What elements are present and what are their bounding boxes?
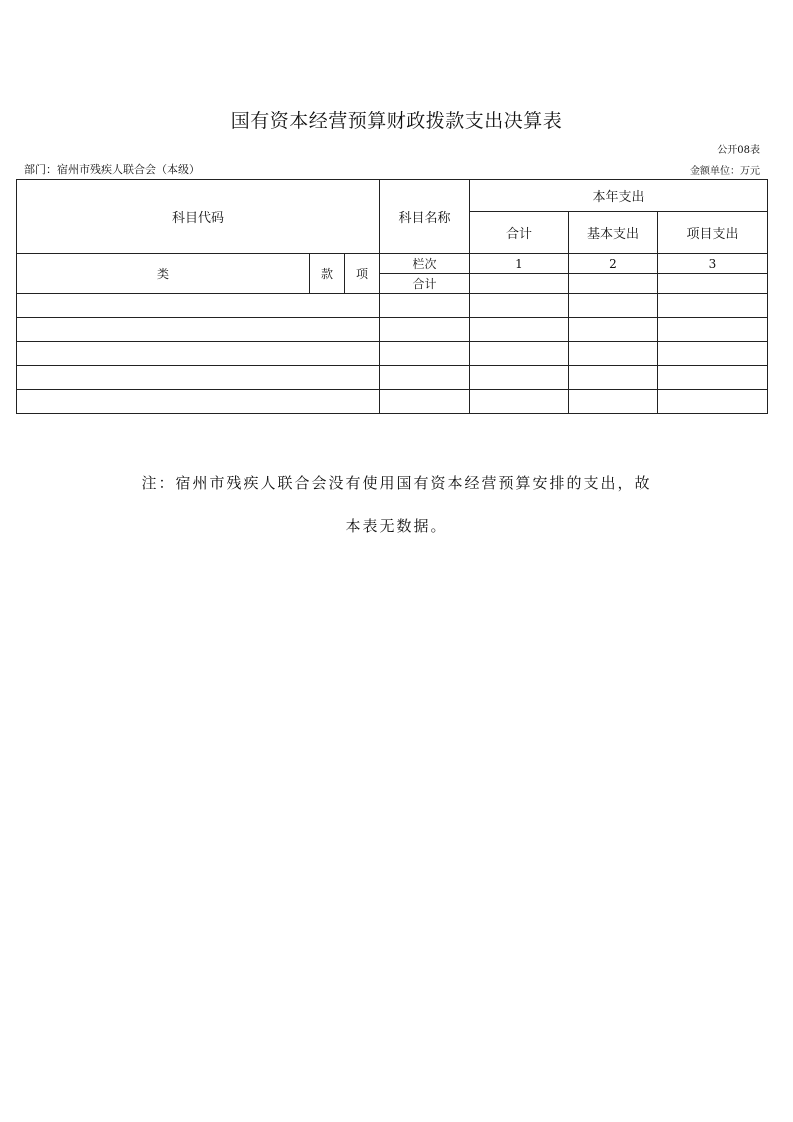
column-number-3: 3 — [658, 254, 768, 274]
cell-basic — [569, 366, 658, 390]
header-total: 合计 — [470, 212, 569, 254]
department-label: 部门：宿州市残疾人联合会（本级） — [24, 163, 200, 176]
form-number: 公开08表 — [717, 145, 760, 156]
column-number-2: 2 — [569, 254, 658, 274]
cell-code — [17, 294, 380, 318]
header-kuan: 款 — [310, 254, 345, 294]
total-row-project — [658, 274, 768, 294]
cell-name — [380, 390, 470, 414]
expenditure-table — [16, 179, 768, 414]
amount-unit-label: 金额单位：万元 — [690, 166, 760, 177]
cell-total — [470, 390, 569, 414]
cell-project — [658, 294, 768, 318]
page-title: 国有资本经营预算财政拨款支出决算表 — [230, 110, 563, 132]
note-line-1: 注：宿州市残疾人联合会没有使用国有资本经营预算安排的支出，故 — [141, 474, 652, 492]
cell-project — [658, 318, 768, 342]
cell-total — [470, 366, 569, 390]
table-row — [17, 318, 768, 342]
cell-basic — [569, 294, 658, 318]
cell-project — [658, 366, 768, 390]
cell-total — [470, 318, 569, 342]
cell-basic — [569, 342, 658, 366]
cell-name — [380, 366, 470, 390]
header-subject-code: 科目代码 — [17, 180, 380, 254]
cell-code — [17, 318, 380, 342]
header-lei: 类 — [17, 254, 310, 294]
cell-name — [380, 342, 470, 366]
cell-project — [658, 342, 768, 366]
cell-total — [470, 294, 569, 318]
cell-name — [380, 294, 470, 318]
total-row-label: 合计 — [380, 274, 470, 294]
cell-code — [17, 390, 380, 414]
table-row — [17, 390, 768, 414]
cell-basic — [569, 318, 658, 342]
table-row — [17, 366, 768, 390]
header-subject-name: 科目名称 — [380, 180, 470, 254]
header-xiang: 项 — [345, 254, 380, 294]
cell-name — [380, 318, 470, 342]
header-lanci: 栏次 — [380, 254, 470, 274]
table-row — [17, 342, 768, 366]
column-number-1: 1 — [470, 254, 569, 274]
cell-code — [17, 342, 380, 366]
cell-project — [658, 390, 768, 414]
cell-code — [17, 366, 380, 390]
header-basic-expenditure: 基本支出 — [569, 212, 658, 254]
header-current-year-expenditure: 本年支出 — [470, 180, 768, 212]
total-row-total — [470, 274, 569, 294]
total-row-basic — [569, 274, 658, 294]
table-row — [17, 294, 768, 318]
cell-total — [470, 342, 569, 366]
header-project-expenditure: 项目支出 — [658, 212, 768, 254]
note-line-2: 本表无数据。 — [345, 517, 448, 535]
cell-basic — [569, 390, 658, 414]
